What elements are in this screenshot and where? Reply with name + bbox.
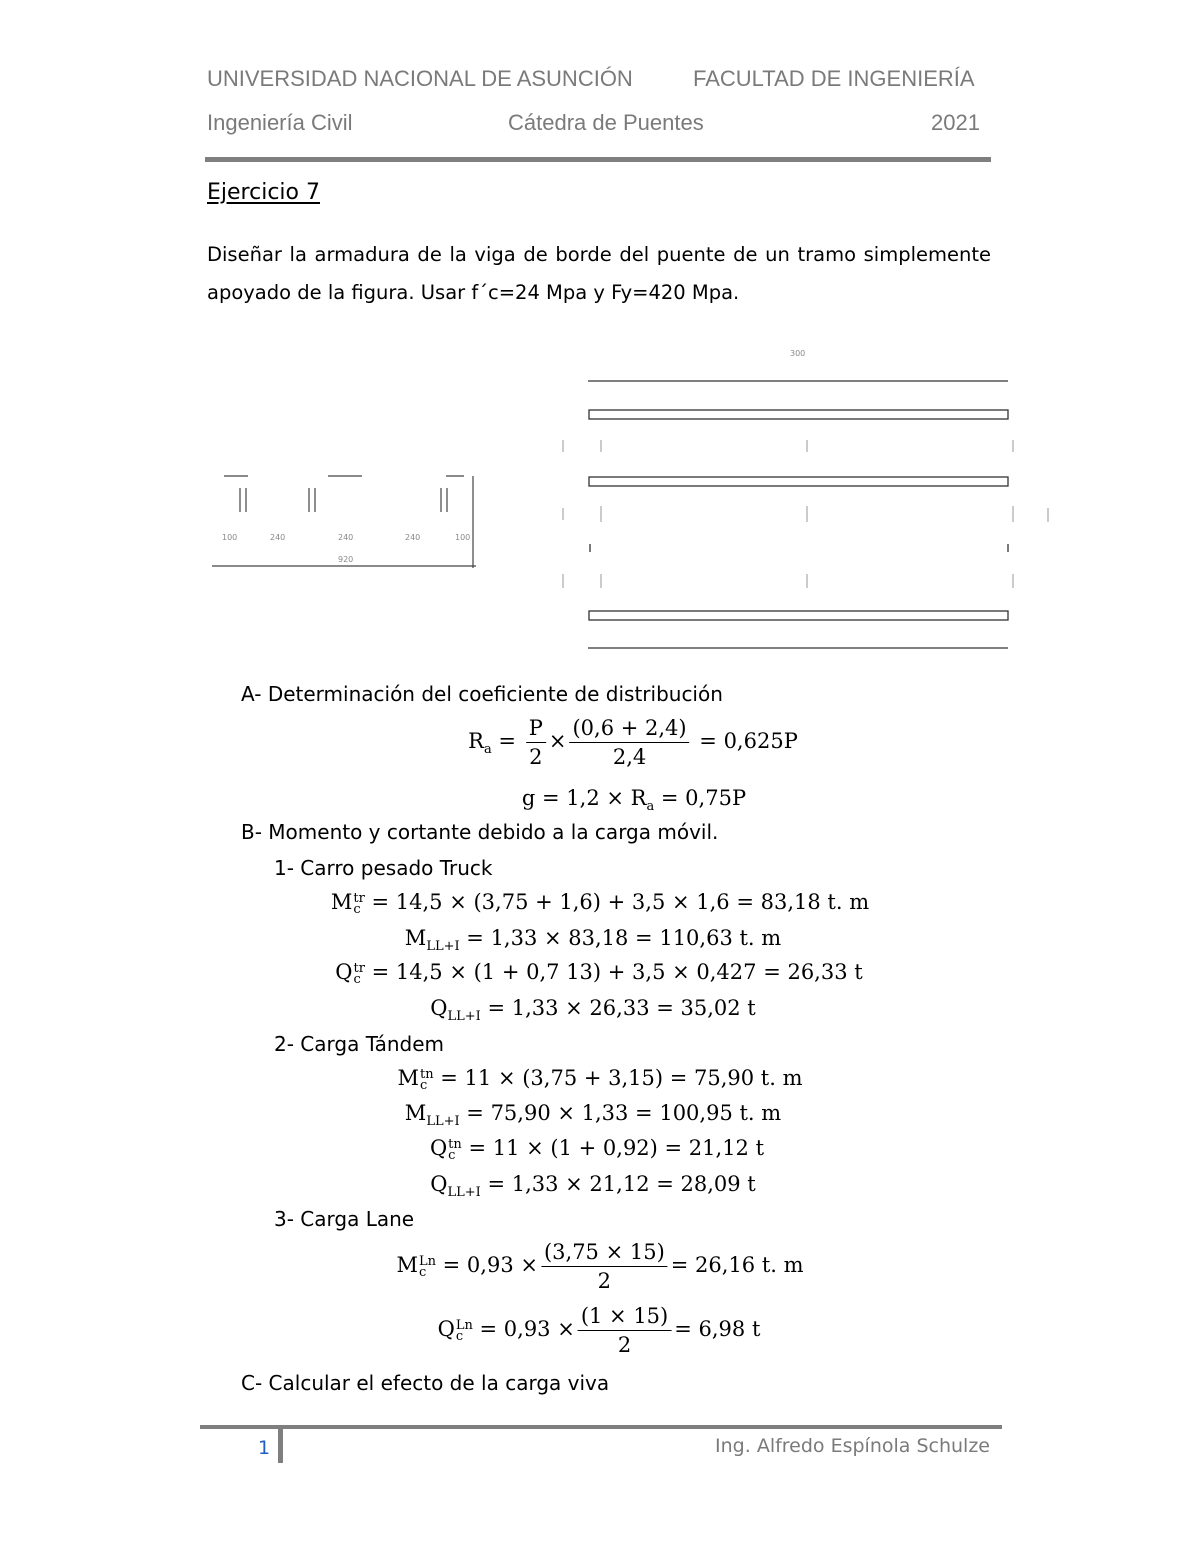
plan-view-drawing bbox=[588, 381, 1008, 648]
header-career: Ingeniería Civil bbox=[207, 110, 353, 135]
t3-sup: tr bbox=[353, 960, 365, 976]
d4-symbol: Q bbox=[430, 1172, 448, 1196]
equation-ra bbox=[468, 716, 798, 769]
plan-label: 300 bbox=[790, 349, 806, 358]
t2-symbol: M bbox=[404, 926, 427, 950]
equation-tandem-qll bbox=[430, 1172, 755, 1200]
l1-sup: Ln bbox=[418, 1253, 436, 1269]
equation-truck-moment bbox=[331, 890, 869, 915]
d2-symbol: M bbox=[404, 1101, 427, 1125]
plan-ticks bbox=[563, 440, 1048, 588]
section-b2-heading: 2- Carga Tándem bbox=[274, 1032, 445, 1056]
t2-sub: LL+I bbox=[426, 939, 460, 955]
equation-truck-mll bbox=[405, 926, 781, 954]
t3-sub: c bbox=[353, 971, 361, 987]
equation-truck-shear bbox=[335, 960, 862, 985]
equation-tandem-shear bbox=[430, 1136, 764, 1161]
t1-sup: tr bbox=[353, 890, 365, 906]
t2-rhs: = 1,33 × 83,18 = 110,63 t. m bbox=[459, 926, 782, 950]
equation-g bbox=[522, 786, 746, 814]
ra-sub: a bbox=[483, 742, 492, 758]
section-label-1: 100 bbox=[222, 533, 238, 542]
ra-f2-num: (0,6 + 2,4) bbox=[569, 716, 689, 743]
t1-symbol: M bbox=[330, 890, 353, 914]
l2-rhs: = 6,98 t bbox=[674, 1317, 761, 1341]
g-post: = 0,75P bbox=[654, 786, 747, 810]
page-number: 1 bbox=[258, 1437, 271, 1459]
l2-den: 2 bbox=[617, 1333, 632, 1357]
d2-sub: LL+I bbox=[426, 1114, 460, 1130]
equation-tandem-moment bbox=[397, 1066, 802, 1091]
equation-truck-qll bbox=[430, 996, 755, 1024]
d1-symbol: M bbox=[397, 1066, 419, 1090]
header-faculty: FACULTAD DE INGENIERÍA bbox=[693, 66, 975, 91]
section-b3-heading: 3- Carga Lane bbox=[274, 1207, 415, 1231]
equation-lane-shear bbox=[438, 1304, 761, 1357]
ra-f1-den: 2 bbox=[529, 745, 543, 769]
l1-num: (3,75 × 15) bbox=[541, 1240, 668, 1267]
equation-tandem-mll bbox=[405, 1101, 781, 1129]
l1-symbol: M bbox=[396, 1253, 418, 1277]
footer-author: Ing. Alfredo Espínola Schulze bbox=[715, 1435, 990, 1457]
bridge-figure bbox=[0, 0, 1200, 700]
t3-symbol: Q bbox=[335, 960, 353, 984]
ra-eq: = bbox=[498, 729, 517, 753]
section-label-3: 240 bbox=[338, 533, 354, 542]
l2-mid: = 0,93 × bbox=[472, 1317, 575, 1341]
section-a-heading: A- Determinación del coeficiente de distribución bbox=[241, 682, 723, 706]
exercise-title: Ejercicio 7 bbox=[207, 180, 320, 205]
d1-rhs: = 11 × (3,75 + 3,15) = 75,90 t. m bbox=[433, 1066, 803, 1090]
ra-lhs: R bbox=[468, 729, 484, 753]
d3-sup: tn bbox=[448, 1136, 462, 1152]
ra-fraction-2 bbox=[569, 716, 689, 769]
l2-sup: Ln bbox=[455, 1317, 473, 1333]
ra-f2-den: 2,4 bbox=[612, 745, 647, 769]
ra-times: × bbox=[548, 729, 567, 753]
d1-sub: c bbox=[420, 1077, 428, 1093]
d1-sup: tn bbox=[420, 1066, 434, 1082]
section-label-2: 240 bbox=[270, 533, 286, 542]
d3-symbol: Q bbox=[429, 1136, 448, 1160]
footer-page-bar bbox=[278, 1425, 283, 1463]
section-c-heading: C- Calcular el efecto de la carga viva bbox=[241, 1371, 610, 1395]
section-b1-heading: 1- Carro pesado Truck bbox=[274, 856, 493, 880]
t4-sub: LL+I bbox=[447, 1009, 481, 1025]
section-label-4: 240 bbox=[405, 533, 421, 542]
exercise-statement: Diseñar la armadura de la viga de borde del puente de un tramo simplemente apoyado de la figura. Usar f´c=24 Mpa y Fy=420 Mpa. bbox=[207, 243, 991, 304]
l1-fraction bbox=[541, 1240, 668, 1293]
d3-rhs: = 11 × (1 + 0,92) = 21,12 t bbox=[461, 1136, 765, 1160]
g-pre: g = 1,2 × R bbox=[521, 786, 647, 810]
l2-fraction bbox=[578, 1304, 671, 1357]
t4-symbol: Q bbox=[430, 996, 448, 1020]
l2-sub: c bbox=[455, 1328, 464, 1344]
ra-fraction-1 bbox=[526, 716, 546, 769]
l2-num: (1 × 15) bbox=[578, 1304, 671, 1331]
l1-mid: = 0,93 × bbox=[435, 1253, 538, 1277]
d4-sub: LL+I bbox=[447, 1185, 481, 1201]
ra-f1-num: P bbox=[526, 716, 546, 743]
header-university: UNIVERSIDAD NACIONAL DE ASUNCIÓN bbox=[207, 66, 633, 91]
section-b-heading: B- Momento y cortante debido a la carga móvil. bbox=[241, 820, 719, 844]
t1-sub: c bbox=[353, 901, 361, 917]
l1-rhs: = 26,16 t. m bbox=[670, 1253, 804, 1277]
l1-den: 2 bbox=[597, 1269, 612, 1293]
footer-divider bbox=[200, 1425, 1002, 1429]
g-sub: a bbox=[646, 799, 655, 815]
header-course: Cátedra de Puentes bbox=[508, 110, 704, 135]
header-year: 2021 bbox=[931, 110, 980, 135]
d4-rhs: = 1,33 × 21,12 = 28,09 t bbox=[480, 1172, 756, 1196]
l1-sub: c bbox=[418, 1264, 427, 1280]
t4-rhs: = 1,33 × 26,33 = 35,02 t bbox=[480, 996, 756, 1020]
equation-lane-moment bbox=[396, 1240, 803, 1293]
d2-rhs: = 75,90 × 1,33 = 100,95 t. m bbox=[459, 1101, 782, 1125]
ra-rhs: = 0,625P bbox=[699, 729, 798, 753]
d3-sub: c bbox=[448, 1147, 456, 1163]
t1-rhs: = 14,5 × (3,75 + 1,6) + 3,5 × 1,6 = 83,18 t. m bbox=[364, 890, 870, 914]
section-label-5: 100 bbox=[455, 533, 471, 542]
t3-rhs: = 14,5 × (1 + 0,7 13) + 3,5 × 0,427 = 26,33 t bbox=[364, 960, 863, 984]
l2-symbol: Q bbox=[437, 1317, 455, 1341]
section-label-total: 920 bbox=[338, 555, 354, 564]
